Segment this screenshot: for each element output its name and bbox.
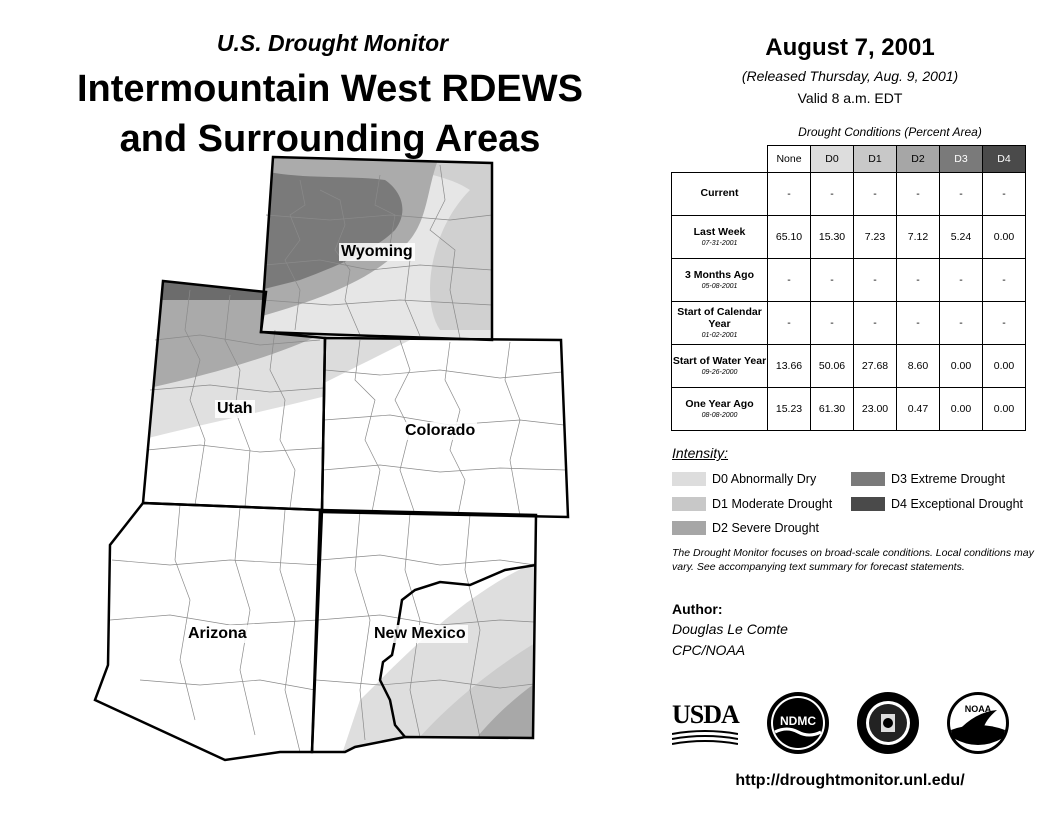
table-cell: 15.30	[811, 216, 854, 259]
noaa-logo	[945, 690, 1011, 756]
table-cell: 23.00	[854, 388, 897, 431]
legend-item-d1	[672, 497, 832, 511]
table-cell: -	[811, 259, 854, 302]
legend-label-d0: D0 Abnormally Dry	[712, 472, 817, 486]
table-cell: -	[768, 259, 811, 302]
table-cell: -	[940, 173, 983, 216]
row-label-text: Start of Water Year	[672, 354, 767, 367]
author-label: Author:	[672, 601, 723, 617]
legend-label-d1: D1 Moderate Drought	[712, 497, 833, 511]
row-label	[672, 345, 768, 388]
table-cell: 0.00	[940, 388, 983, 431]
row-label-date: 08-08-2000	[701, 412, 738, 419]
drought-map	[0, 150, 660, 780]
table-cell: -	[897, 259, 940, 302]
release-date: (Released Thursday, Aug. 9, 2001)	[741, 68, 959, 84]
table-row	[672, 302, 1026, 345]
column-header-d4: D4	[983, 146, 1026, 173]
column-header-d0: D0	[811, 146, 854, 173]
state-label-utah: Utah	[217, 400, 253, 417]
row-label-date: 01-02-2001	[701, 332, 738, 340]
legend-title: Intensity:	[672, 445, 729, 461]
column-header-d1: D1	[854, 146, 897, 173]
row-label-text: Start of Calendar Year	[677, 305, 762, 330]
table-cell: 7.12	[897, 216, 940, 259]
map-title-line1: Intermountain West RDEWS	[77, 68, 583, 110]
drought-conditions-table	[671, 145, 1026, 431]
table-row	[672, 388, 1026, 431]
commerce-seal-graphic	[855, 690, 921, 756]
state-label-new-mexico: New Mexico	[374, 625, 466, 642]
usda-logo-stripes	[672, 730, 738, 748]
valid-time: Valid 8 a.m. EDT	[797, 90, 903, 106]
table-header-row	[672, 146, 1026, 173]
row-label-date: 09-26-2000	[701, 369, 738, 376]
table-cell: 65.10	[768, 216, 811, 259]
table-cell: 0.00	[983, 388, 1026, 431]
table-cell: -	[811, 173, 854, 216]
legend-swatch-d3	[851, 472, 885, 486]
table-cell: -	[897, 302, 940, 345]
table-cell: 61.30	[811, 388, 854, 431]
legend-item-d4	[851, 497, 1023, 511]
table-cell: 0.00	[940, 345, 983, 388]
drought-monitor-url[interactable]: http://droughtmonitor.unl.edu/	[735, 772, 965, 789]
table-cell: 27.68	[854, 345, 897, 388]
table-cell: -	[983, 259, 1026, 302]
table-cell: -	[854, 173, 897, 216]
table-cell: 15.23	[768, 388, 811, 431]
noaa-logo-text: NOAA	[964, 704, 992, 714]
table-cell: -	[940, 259, 983, 302]
row-label-text: Current	[700, 186, 739, 199]
row-label-text: Last Week	[693, 225, 746, 238]
author-name: Douglas Le Comte	[672, 621, 788, 637]
state-label-arizona: Arizona	[188, 625, 247, 642]
column-header-d3: D3	[940, 146, 983, 173]
author-org: CPC/NOAA	[672, 642, 746, 658]
table-cell: 7.23	[854, 216, 897, 259]
row-label-date: 05-08-2001	[701, 283, 738, 290]
map-subtitle: U.S. Drought Monitor	[216, 30, 449, 56]
row-label	[672, 173, 768, 216]
row-label	[672, 388, 768, 431]
table-cell: 0.47	[897, 388, 940, 431]
commerce-seal-logo	[855, 690, 921, 756]
usda-logo-text: USDA	[672, 700, 739, 729]
table-cell: -	[897, 173, 940, 216]
usda-logo	[672, 700, 738, 750]
table-cell: 8.60	[897, 345, 940, 388]
table-caption: Drought Conditions (Percent Area)	[798, 125, 982, 139]
legend-item-d0	[672, 472, 816, 486]
state-label-colorado: Colorado	[405, 422, 476, 439]
legend-item-d2	[672, 521, 819, 535]
legend-swatch-d2	[672, 521, 706, 535]
table-row	[672, 173, 1026, 216]
column-header-none: None	[768, 146, 811, 173]
table-cell: -	[811, 302, 854, 345]
column-header-d2: D2	[897, 146, 940, 173]
table-cell: 0.00	[983, 345, 1026, 388]
table-cell: -	[854, 259, 897, 302]
row-label-text: One Year Ago	[685, 397, 754, 410]
legend-swatch-d1	[672, 497, 706, 511]
legend-label-d3: D3 Extreme Drought	[891, 472, 1005, 486]
table-cell: 5.24	[940, 216, 983, 259]
table-row	[672, 259, 1026, 302]
legend-swatch-d0	[672, 472, 706, 486]
table-cell: -	[940, 302, 983, 345]
row-label	[672, 302, 768, 345]
legend-swatch-d4	[851, 497, 885, 511]
map-date: August 7, 2001	[765, 34, 935, 61]
table-cell: -	[768, 302, 811, 345]
ndmc-logo-text: NDMC	[780, 714, 816, 728]
table-cell: -	[854, 302, 897, 345]
table-cell: -	[768, 173, 811, 216]
table-cell: -	[983, 173, 1026, 216]
row-label	[672, 259, 768, 302]
legend-label-d2: D2 Severe Drought	[712, 521, 820, 535]
table-corner	[672, 146, 768, 173]
table-cell: 0.00	[983, 216, 1026, 259]
legend-label-d4: D4 Exceptional Drought	[891, 497, 1024, 511]
table-cell: 50.06	[811, 345, 854, 388]
row-label-date: 07-31-2001	[701, 240, 738, 247]
row-label	[672, 216, 768, 259]
state-label-wyoming: Wyoming	[341, 243, 413, 260]
legend-item-d3	[851, 472, 1005, 486]
table-row	[672, 216, 1026, 259]
table-row	[672, 345, 1026, 388]
noaa-logo-graphic	[945, 690, 1011, 756]
disclaimer-note: The Drought Monitor focuses on broad-scale conditions. Local conditions may vary. See accompanying text summary for forecast statements.	[672, 547, 1034, 573]
map-title-line2: and Surrounding Areas	[119, 118, 541, 160]
row-label-text: 3 Months Ago	[684, 268, 755, 281]
table-cell: 13.66	[768, 345, 811, 388]
table-cell: -	[983, 302, 1026, 345]
ndmc-logo	[765, 690, 831, 756]
